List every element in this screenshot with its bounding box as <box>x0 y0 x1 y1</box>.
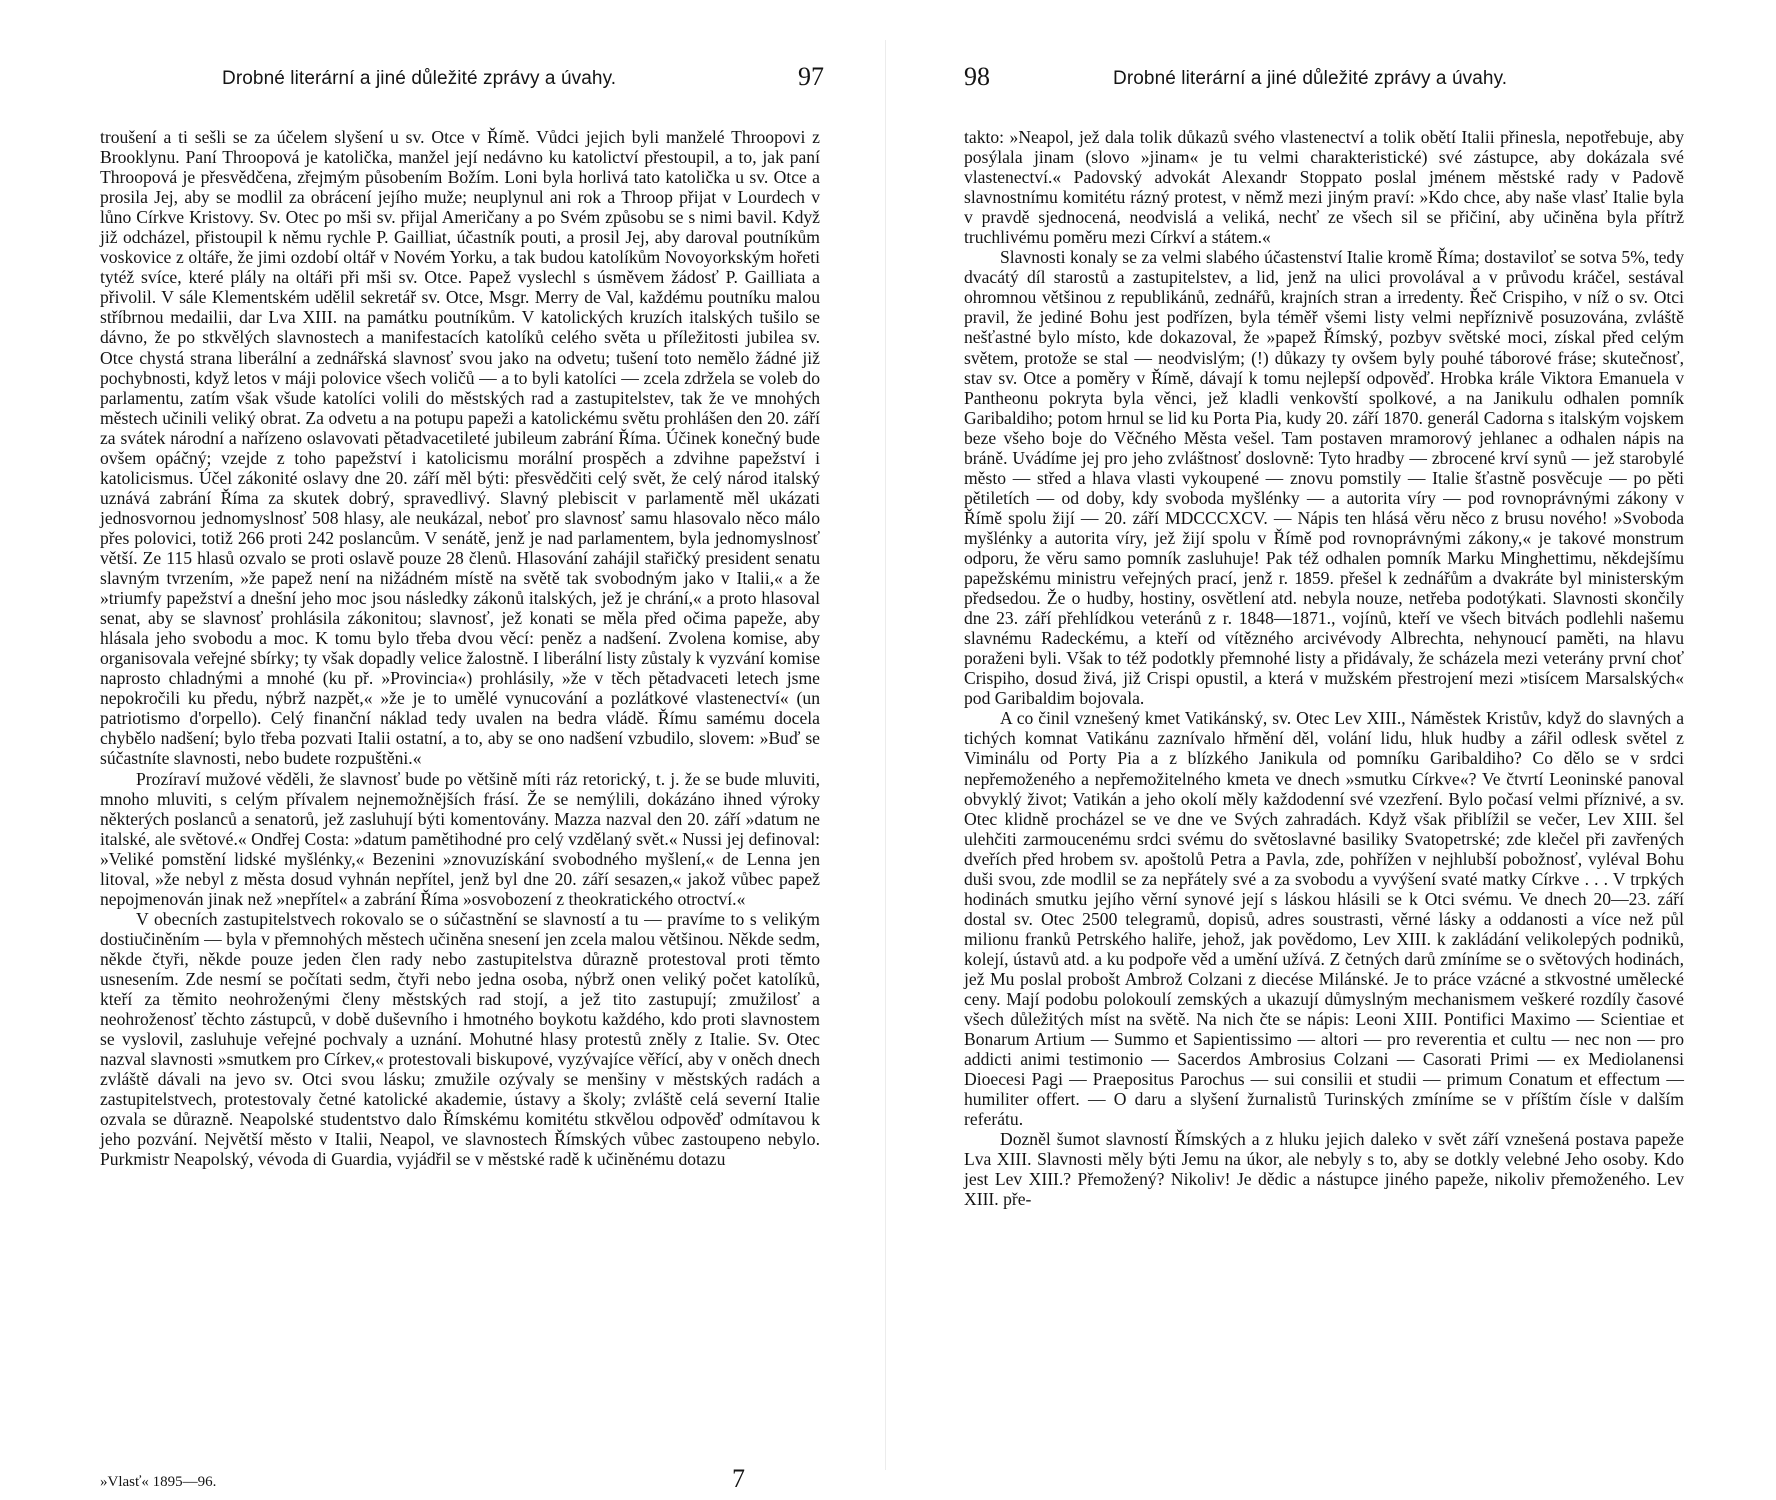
right-page <box>888 0 1776 1500</box>
right-paragraph-3: A co činil vznešený kmet Vatikánský, sv. Otec Lev XIII., Náměstek Kristův, když do slavných a tichých komnat Vatikánu zaznívalo hřmění děl, volání lidu, hluk hudby a zářil odlesk světel z Viminálu od Porty Pia a z blízkého Janikula od pomníku Garibaldiho? Co dělo se v srdci nepřemoženého a nepřemožitelného kmeta ve dnech »smutku Církve«? Ve čtvrtí Leoninské panoval obvyklý život; Vatikán a jeho okolí měly každodenní své vzezření. Bylo počasí velmi příznivé, a sv. Otec klidně procházel se ve dne ve Svých zahradách. Když však přiblížil se večer, Lev XIII. šel ulehčiti zarmoucenému srdci svému do světoslavné basiliky Svatopetrské; zde klečel při zavřených dveřích před hrobem sv. apoštolů Petra a Pavla, zde, pohřížen v nejhlubší pobožnosť, vyléval Bohu duši svou, zde modlil se za nepřátely své a za svobodu a vyvýšení svaté matky Církve . . . V trpkých hodinách smutku jejího věrní synové její s láskou hlásili se k Otci svému. Ve dnech 20—23. září dostal sv. Otec 2500 telegramů, dopisů, adres soustrasti, věrné lásky a oddanosti a více než půl milionu franků Petrského haliře, jehož, jak povědomo, Lev XIII. k zakládání velikolepých podniků, kolejí, ústavů atd. a ku podpoře věd a umění užívá. Z četných darů zmíníme se o světových hodinách, jež Mu poslal probošt Ambrož Colzani z diecése Milánské. Je to práce vzácné a stkvostné umělecké ceny. Mají podobu polokoulí zemských a ukazují důmyslným mechanismem veškeré rozdíly časové všech důležitých míst na světě. Na nich čte se nápis: Leoni XIII. Pontifici Maximo — Scientiae et Bonarum Artium — Summo et Sapientissimo — altori — pro reverentia et cultu — nec non — pro addicti animi testimonio — Sacerdos Ambrosius Colzani — Casorati Primi — ex Mediolanensi Dioecesi Pagi — Praepositus Parochus — sui consilii et studii — primum Conatum et effectum — humiliter offert. — O daru a slyšení žurnalistů Turinských zmíníme se v příštím čísle v dalším referátu. <box>964 708 1684 1130</box>
sheet-number: 7 <box>732 1464 745 1493</box>
right-page-body <box>964 127 1684 1210</box>
book-gutter <box>885 40 886 1470</box>
right-running-head: Drobné literární a jiné důležité zprávy a úvahy. <box>1113 68 1508 89</box>
left-paragraph-1: troušení a ti sešli se za účelem slyšení u sv. Otce v Římě. Vůdci jejich byli manželé Throopovi z Brooklynu. Paní Throopová je katolička, manžel její nedávno ku katolictví přestoupil, a to, jak paní Throopová je přesvědčena, zřejmým působením Božím. Loni byla horlivá tato katolička u sv. Otce a prosila Jej, aby se modlil za obrácení jejího muže; neuplynul ani rok a Throop přijat v Lourdech v lůno Církve Kristovy. Sv. Otec po mši sv. přijal Američany a po Svém způsobu se s nimi bavil. Když již odcházel, přistoupil k němu rychle P. Gailliat, účastník pouti, a prosil Jej, aby daroval poutníkům voskovice z oltáře, že jimi ozdobí oltář v Novém Yorku, a tak budou katolíkům Novoyorkským hořeti tytéž svíce, které plály na oltáři při mši sv. Otce. Papež vyslechl s úsměvem žádosť P. Gailliata a přivolil. V sále Klementském udělil sekretář sv. Otce, Msgr. Merry de Val, každému poutníku malou stříbrnou medailii, dar Lva XIII. na památku poutníkům. V katolických kruzích italských tušilo se dávno, že po stkvělých slavnostech a manifestacích katolíků celého světa u příležitosti jubilea sv. Otce chystá strana liberální a zednářská slavnosť svou jako na odvetu; tušení toto nemělo žádné již pochybnosti, když letos v máji polovice všech voličů — a to byli katolíci — zcela zdržela se voleb do parlamentu, zatím však všude katolíci volili do městských rad a zastupitelstev, tak že ve mnohých městech učinili veliký obrat. Za odvetu a na potupu papeži a katolickému světu prohlášen den 20. září za svátek národní a nařízeno oslavovati pětadvacetileté jubileum zabrání Říma. Účinek konečný bude ovšem opáčný; vzejde z toho papežství i katolicismu morální prospěch a zdvihne papežství i katolicismus. Účel zákonité oslavy dne 20. září měl býti: přesvědčiti celý svět, že celý národ italský uznává zabrání Říma za skutek dobrý, spravedlivý. Slavný plebiscit v parlamentě měl ukázati jednosvornou jednomyslnosť 508 hlasy, ale neukázal, neboť pro slavnosť samu hlasovalo něco málo přes polovici, totiž 266 proti 242 poslancům. V senátě, jenž je nad parlamentem, byla jednomyslnosť větší. Ze 115 hlasů ozvalo se proti oslavě pouze 28 členů. Hlasování zahájil stařičký president senatu slavným tvrzením, »že papež není na nižádném místě na světě tak svobodným jako v Italii,« a že »triumfy papežství a dnešní jeho moc jsou následky zákonů italských, jež je chrání,« a proto hlasoval senat, aby se slavnosť prohlásila zákonitou; slavnosť, jež konati se měla před očima papeže, aby hlásala jeho svobodu a moc. K tomu bylo třeba dvou věcí: peněz a nadšení. Zvolena komise, aby organisovala veřejné sbírky; ty však dopadly velice žalostně. I liberální listy zůstaly k vyzvání komise naprosto chladnými a mnohé (ku př. »Provincia«) prohlásily, »že v těch pětadvaceti letech jsme nepokročili ku předu, nýbrž nazpět,« »že je to umělé vynucování a pozlátkové vlastenectví« (un patriotismo d'orpello). Celý finanční náklad tedy uvalen na bedra vládě. Římu samému docela chybělo nadšení; bylo třeba pozvati Italii ostatní, a to, aby se ono nadšení vzbudilo, slovem: »Buď se súčastníte slavnosti, nebo budete rozpuštěni.« <box>100 127 820 769</box>
left-page-footer <box>100 1464 820 1500</box>
right-page-number: 98 <box>964 62 990 91</box>
right-paragraph-4: Dozněl šumot slavností Římských a z hluku jejich daleko v svět září vznešená postava papeže Lva XIII. Slavnosti měly býti Jemu na úkor, ale nebyly s to, aby se dotkly velebné Jeho osoby. Kdo jest Lev XIII.? Přemožený? Nikoliv! Je dědic a nástupce jiného papeže, nikoliv přemoženého. Lev XIII. pře- <box>964 1129 1684 1210</box>
right-page-header <box>964 62 1684 102</box>
left-paragraph-2: Prozíraví mužové věděli, že slavnosť bude po většině míti ráz retorický, t. j. že se bude mluviti, mnoho mluviti, s celým přívalem nejnemožnějších frásí. Že se nemýlili, dokázáno ihned výroky některých poslanců a senatorů, jež zasluhují býti komentovány. Mazza nazval den 20. září »datum ne italské, ale světové.« Ondřej Costa: »datum pamětihodné pro celý vzdělaný svět.« Nussi jej definoval: »Veliké pomstění lidské myšlénky,« Bezenini »znovuzískání svobodného myšlení,« de Lenna jen litoval, »že nebyl z města dosud vyhnán nepřítel, jenž byl dne 20. září sesazen,« jakož vůbec papež nepojmenován jinak než »nepřítel« a zabrání Říma »osvobození z theokratického otroctví.« <box>100 768 820 909</box>
left-page-header <box>100 62 824 102</box>
right-paragraph-1: takto: »Neapol, jež dala tolik důkazů svého vlastenectví a tolik obětí Italii přinesla, nepotřebuje, aby posýlala jinam (slovo »jinam« je tu velmi charakteristické) své zástupce, aby dokázala své vlastenectví.« Padovský advokát Alexandr Stoppato poslal jménem městské rady v Padově slavnostnímu komitétu rázný protest, v němž mezi jiným praví: »Kdo chce, aby naše vlasť Italie byla v pravdě sjednocená, neodvislá a veliká, nechť ze všech sil se přičiní, aby učiněna byla přítrž truchlivému poměru mezi Církví a státem.« <box>964 127 1684 248</box>
left-paragraph-3: V obecních zastupitelstvech rokovalo se o súčastnění se slavností a tu — pravíme to s velikým dostiučiněním — byla v přemnohých městech učiněna snesení jen zcela malou většinou. Někde sedm, někde čtyři, někde pouze jeden člen rady nebo zastupitelstva důrazně protestoval proti těmto usnesením. Zde nesmí se počítati sedm, čtyři nebo jedna osoba, nýbrž onen veliký počet katolíků, kteří za těmito neohroženými členy městských rad stojí, a jež tito zastupují; zmužilosť a neohroženosť těchto zástupců, v době duševního i hmotného boykotu každého, kdo proti slavnostem se vyslovil, zasluhuje veřejné pochvaly a uznání. Mohutné hlasy protestů zněly z Italie. Sv. Otec nazval slavnosti »smutkem pro Církev,« protestovali biskupové, vyzývajíce věřící, aby v oněch dnech zvláště dávali na jevo sv. Otci svou lásku; zmužile ozývaly se menšiny v městských radách a zastupitelstvech, protestovaly četné katolické akademie, ústavy a školy; zvláště celá severní Italie ozvala se důrazně. Neapolské studentstvo dalo Římskému komitétu stkvělou odpověď odmítavou k jeho pozvání. Největší město v Italii, Neapol, ve slavnostech Římských vůbec zastoupeno nebylo. Purkmistr Neapolský, vévoda di Guardia, vyjádřil se v městské radě k učiněnému dotazu <box>100 908 820 1170</box>
left-page-body <box>100 127 820 1169</box>
signature-mark: »Vlasť« 1895—96. <box>100 1474 217 1490</box>
left-running-head: Drobné literární a jiné důležité zprávy a úvahy. <box>222 68 617 89</box>
left-page-number: 97 <box>798 62 824 91</box>
right-paragraph-2: Slavnosti konaly se za velmi slabého účastenství Italie kromě Říma; dostaviloť se sotva 5%, tedy dvacátý díl starostů a zastupitelstev, a lid, jenž na ulici provolával a v průvodu kráčel, sestával ohromnou většinou z republikánů, zednářů, krajních stran a irredenty. Řeč Crispiho, v níž o sv. Otci pravil, že jediné Bohu jest podřízen, byla téměř všemi listy velmi nepříznivě posuzována, zvláště nešťastné bylo místo, kde dokazoval, že »papež Římský, pozbyv světské moci, získal před celým světem, protože se stal — neodvislým; (!) důkazy ty ovšem byly pouhé táborové fráse; skutečnosť, stav sv. Otce a poměry v Římě, dávají k tomu nejlepší odpověď. Hrobka krále Viktora Emanuela v Pantheonu pokryta byla věnci, jež kladli venkovští spolkové, a na Janikulu odhalen pomník Garibaldiho; potom hrnul se lid ku Porta Pia, kudy 20. září 1870. generál Cadorna s italským vojskem beze všeho boje do Věčného Města vešel. Tam postaven mramorový jehlanec a odhalen nápis na bráně. Uvádíme jej pro jeho zvláštnosť doslovně: Tyto hradby — zbrocené krví synů — jež starobylé město — střed a hlava vlasti vykoupené — znovu pomstily — Italie šťastně posvěcuje — po pěti pětiletích — od doby, kdy svoboda myšlénky — a autorita víry — pod rovnoprávnými zákony v Římě spolu žijí — 20. září MDCCCXCV. — Nápis ten hlásá věru něco z brusu nového! »Svoboda myšlénky a autorita víry, jež žijí spolu v Římě pod rovnoprávnými zákony,« je takové monstrum odporu, že věru samo pomník zasluhuje! Pak též odhalen pomník Marku Minghettimu, někdejšímu papežskému ministru veřejných prací, jenž r. 1859. přešel k zednářům a dvakráte byl ministerským předsedou. Že o hudby, hostiny, osvětlení atd. nebyla nouze, netřeba podotýkati. Slavnosti skončily dne 23. září přehlídkou veteránů z r. 1848—1871., vojínů, kteří ve všech bitvách podlehli našemu slavnému Radeckému, a kteří od vítězného arcivévody Albrechta, nehynoucí paměti, na hlavu poraženi byli. Však to též podotkly přemnohé listy a přidávaly, že scházela mezi veterány první choť Crispiho, dosud živá, již Crispi opustil, a která v mužském přestrojení mezi »tisícem Marsalských« pod Garibaldim bojovala. <box>964 247 1684 709</box>
